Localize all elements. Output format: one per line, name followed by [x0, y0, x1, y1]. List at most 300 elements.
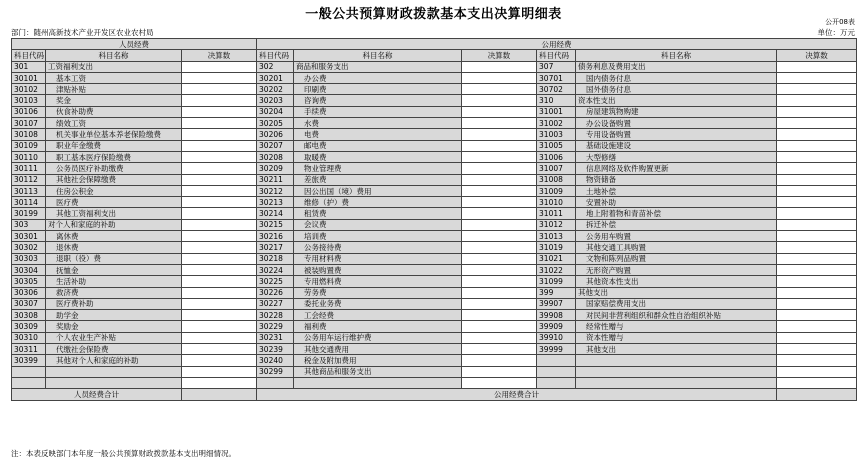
- footnote: 注：本表反映部门本年度一般公共预算财政拨款基本支出明细情况。: [11, 449, 236, 458]
- item-code: 30107: [12, 118, 46, 129]
- item-name: [294, 377, 462, 388]
- item-name: 其他商品和服务支出: [294, 366, 462, 377]
- item-code: 30110: [12, 151, 46, 162]
- table-row: [12, 163, 857, 174]
- item-code: [12, 377, 46, 388]
- item-name: 其他支出: [576, 287, 777, 298]
- item-amount: [182, 310, 257, 321]
- item-code: 31011: [537, 208, 576, 219]
- item-name: 代缴社会保险费: [46, 344, 182, 355]
- item-name: [576, 366, 777, 377]
- item-code: 30213: [257, 197, 294, 208]
- table-row: [12, 72, 857, 83]
- column-header-row: [12, 50, 857, 61]
- item-amount: [182, 355, 257, 366]
- table-row: [12, 197, 857, 208]
- item-amount: [777, 253, 857, 264]
- item-amount: [462, 118, 537, 129]
- item-name: 公务接待费: [294, 242, 462, 253]
- item-amount: [777, 344, 857, 355]
- item-amount: [462, 197, 537, 208]
- item-amount: [462, 163, 537, 174]
- personnel-section-header: 人员经费: [12, 39, 257, 50]
- item-name: 专用燃料费: [294, 276, 462, 287]
- table-row: [12, 151, 857, 162]
- item-amount: [182, 377, 257, 388]
- item-name: 水费: [294, 118, 462, 129]
- header-amount-1: 决算数: [182, 50, 257, 61]
- item-amount: [182, 366, 257, 377]
- item-name: 资本性支出: [576, 95, 777, 106]
- item-code: 30208: [257, 151, 294, 162]
- table-row: [12, 61, 857, 72]
- item-code: 31001: [537, 106, 576, 117]
- item-amount: [182, 151, 257, 162]
- table-row: [12, 219, 857, 230]
- item-code: 30199: [12, 208, 46, 219]
- item-name: 地上附着物和青苗补偿: [576, 208, 777, 219]
- header-name-2: 科目名称: [294, 50, 462, 61]
- item-name: 福利费: [294, 321, 462, 332]
- section-header-row: [12, 39, 857, 50]
- item-amount: [462, 61, 537, 72]
- item-amount: [462, 84, 537, 95]
- item-name: 绩效工资: [46, 118, 182, 129]
- item-code: 30304: [12, 264, 46, 275]
- item-name: 差旅费: [294, 174, 462, 185]
- item-code: 30225: [257, 276, 294, 287]
- table-row: [12, 118, 857, 129]
- item-name: 邮电费: [294, 140, 462, 151]
- unit-label: 单位：万元: [817, 28, 855, 37]
- item-code: 30211: [257, 174, 294, 185]
- item-name: 咨询费: [294, 95, 462, 106]
- item-name: 公务用车运行维护费: [294, 332, 462, 343]
- public-total-amount: [777, 389, 857, 400]
- item-amount: [182, 332, 257, 343]
- item-amount: [182, 84, 257, 95]
- item-code: 39910: [537, 332, 576, 343]
- item-amount: [462, 355, 537, 366]
- item-code: 399: [537, 287, 576, 298]
- item-name: 其他支出: [576, 344, 777, 355]
- table-row: [12, 321, 857, 332]
- item-code: 31012: [537, 219, 576, 230]
- table-row: [12, 140, 857, 151]
- item-code: 303: [12, 219, 46, 230]
- item-code: 31007: [537, 163, 576, 174]
- item-amount: [462, 151, 537, 162]
- item-code: 31006: [537, 151, 576, 162]
- item-code: 30111: [12, 163, 46, 174]
- item-code: 30240: [257, 355, 294, 366]
- item-amount: [462, 377, 537, 388]
- table-body: [12, 61, 857, 389]
- item-code: 30212: [257, 185, 294, 196]
- item-name: 生活补助: [46, 276, 182, 287]
- item-code: 307: [537, 61, 576, 72]
- item-code: 30113: [12, 185, 46, 196]
- item-name: 房屋建筑物购建: [576, 106, 777, 117]
- item-code: 30202: [257, 84, 294, 95]
- item-code: 30209: [257, 163, 294, 174]
- item-amount: [777, 174, 857, 185]
- item-name: 职业年金缴费: [46, 140, 182, 151]
- item-code: 302: [257, 61, 294, 72]
- item-code: 30228: [257, 310, 294, 321]
- item-code: 30305: [12, 276, 46, 287]
- item-name: 因公出国（境）费用: [294, 185, 462, 196]
- item-code: 30299: [257, 366, 294, 377]
- item-amount: [462, 129, 537, 140]
- item-amount: [777, 84, 857, 95]
- item-code: 31009: [537, 185, 576, 196]
- table-row: [12, 185, 857, 196]
- item-code: 30218: [257, 253, 294, 264]
- item-name: 机关事业单位基本养老保险缴费: [46, 129, 182, 140]
- item-amount: [462, 253, 537, 264]
- item-amount: [182, 174, 257, 185]
- item-amount: [462, 287, 537, 298]
- item-name: 公务员医疗补助缴费: [46, 163, 182, 174]
- item-name: 会议费: [294, 219, 462, 230]
- item-amount: [182, 287, 257, 298]
- item-amount: [462, 95, 537, 106]
- item-name: 土地补偿: [576, 185, 777, 196]
- item-code: 30101: [12, 72, 46, 83]
- item-amount: [462, 174, 537, 185]
- item-name: 退职（役）费: [46, 253, 182, 264]
- item-code: 30311: [12, 344, 46, 355]
- item-code: 31005: [537, 140, 576, 151]
- item-code: 31002: [537, 118, 576, 129]
- item-code: 301: [12, 61, 46, 72]
- item-code: 30114: [12, 197, 46, 208]
- header-code-2: 科目代码: [257, 50, 294, 61]
- item-name: 债务利息及费用支出: [576, 61, 777, 72]
- item-amount: [182, 106, 257, 117]
- item-code: 30102: [12, 84, 46, 95]
- item-code: 30205: [257, 118, 294, 129]
- item-name: 印刷费: [294, 84, 462, 95]
- item-name: 其他社会保障缴费: [46, 174, 182, 185]
- item-name: 奖励金: [46, 321, 182, 332]
- item-code: 39907: [537, 298, 576, 309]
- item-amount: [462, 219, 537, 230]
- item-amount: [777, 298, 857, 309]
- item-name: 对民间非营利组织和群众性自治组织补贴: [576, 310, 777, 321]
- table-row: [12, 298, 857, 309]
- item-code: [257, 377, 294, 388]
- table-row: [12, 287, 857, 298]
- item-name: 信息网络及软件购置更新: [576, 163, 777, 174]
- item-name: 大型修缮: [576, 151, 777, 162]
- item-name: 其他资本性支出: [576, 276, 777, 287]
- table-row: [12, 231, 857, 242]
- item-name: 电费: [294, 129, 462, 140]
- header-amount-2: 决算数: [462, 50, 537, 61]
- item-name: 职工基本医疗保险缴费: [46, 151, 182, 162]
- item-name: 住房公积金: [46, 185, 182, 196]
- item-name: [46, 366, 182, 377]
- item-amount: [462, 344, 537, 355]
- item-name: 抚恤金: [46, 264, 182, 275]
- item-amount: [777, 163, 857, 174]
- item-amount: [182, 321, 257, 332]
- item-code: 30308: [12, 310, 46, 321]
- item-name: 拆迁补偿: [576, 219, 777, 230]
- item-amount: [777, 151, 857, 162]
- item-name: 文物和陈列品购置: [576, 253, 777, 264]
- table-row: [12, 84, 857, 95]
- item-name: 商品和服务支出: [294, 61, 462, 72]
- item-amount: [777, 95, 857, 106]
- item-amount: [182, 208, 257, 219]
- item-name: 伙食补助费: [46, 106, 182, 117]
- expenditure-table: [11, 38, 857, 401]
- item-name: 办公费: [294, 72, 462, 83]
- personnel-total-label: 人员经费合计: [12, 389, 182, 400]
- item-amount: [182, 197, 257, 208]
- table-row: [12, 129, 857, 140]
- item-code: 30201: [257, 72, 294, 83]
- item-code: 30103: [12, 95, 46, 106]
- item-name: 医疗费: [46, 197, 182, 208]
- item-name: 对个人和家庭的补助: [46, 219, 182, 230]
- table-row: [12, 355, 857, 366]
- item-code: 30214: [257, 208, 294, 219]
- item-amount: [462, 106, 537, 117]
- totals-row: [12, 389, 857, 400]
- item-name: 津贴补贴: [46, 84, 182, 95]
- item-code: 30231: [257, 332, 294, 343]
- item-code: 30302: [12, 242, 46, 253]
- page-title: 一般公共预算财政拨款基本支出决算明细表: [305, 7, 562, 22]
- item-name: 国内债务付息: [576, 72, 777, 83]
- item-code: 30303: [12, 253, 46, 264]
- item-name: 取暖费: [294, 151, 462, 162]
- personnel-total-amount: [182, 389, 257, 400]
- form-number: 公开08表: [825, 18, 855, 26]
- item-name: 无形资产购置: [576, 264, 777, 275]
- item-code: [537, 355, 576, 366]
- item-amount: [462, 242, 537, 253]
- item-code: 31013: [537, 231, 576, 242]
- item-code: 30702: [537, 84, 576, 95]
- item-amount: [777, 321, 857, 332]
- table-row: [12, 344, 857, 355]
- item-name: 安置补助: [576, 197, 777, 208]
- table-row: [12, 276, 857, 287]
- item-code: 31010: [537, 197, 576, 208]
- item-amount: [777, 129, 857, 140]
- item-amount: [182, 242, 257, 253]
- item-code: 39908: [537, 310, 576, 321]
- item-code: [537, 377, 576, 388]
- item-amount: [182, 140, 257, 151]
- item-name: 国外债务付息: [576, 84, 777, 95]
- item-code: 30399: [12, 355, 46, 366]
- department-label: 部门：随州高新技术产业开发区农业农村局: [11, 28, 154, 37]
- table-row: [12, 264, 857, 275]
- table-row: [12, 174, 857, 185]
- item-amount: [462, 310, 537, 321]
- item-amount: [777, 219, 857, 230]
- item-amount: [777, 377, 857, 388]
- item-code: 310: [537, 95, 576, 106]
- header-name-1: 科目名称: [46, 50, 182, 61]
- item-code: 31008: [537, 174, 576, 185]
- item-code: 30203: [257, 95, 294, 106]
- item-name: 工资福利支出: [46, 61, 182, 72]
- item-name: 国家赔偿费用支出: [576, 298, 777, 309]
- item-amount: [462, 264, 537, 275]
- item-code: 39909: [537, 321, 576, 332]
- item-name: 专用材料费: [294, 253, 462, 264]
- item-name: 税金及附加费用: [294, 355, 462, 366]
- item-amount: [462, 72, 537, 83]
- item-code: 30309: [12, 321, 46, 332]
- item-code: 31099: [537, 276, 576, 287]
- item-name: 个人农业生产补贴: [46, 332, 182, 343]
- table-row: [12, 95, 857, 106]
- item-name: 离休费: [46, 231, 182, 242]
- item-name: 其他工资福利支出: [46, 208, 182, 219]
- item-name: 手续费: [294, 106, 462, 117]
- item-amount: [182, 61, 257, 72]
- item-name: 经常性赠与: [576, 321, 777, 332]
- item-code: 30226: [257, 287, 294, 298]
- item-amount: [182, 72, 257, 83]
- public-total-label: 公用经费合计: [257, 389, 777, 400]
- item-name: 助学金: [46, 310, 182, 321]
- item-name: 奖金: [46, 95, 182, 106]
- header-name-3: 科目名称: [576, 50, 777, 61]
- item-name: 公务用车购置: [576, 231, 777, 242]
- item-code: 30306: [12, 287, 46, 298]
- item-name: 办公设备购置: [576, 118, 777, 129]
- item-name: 工会经费: [294, 310, 462, 321]
- item-name: 物业管理费: [294, 163, 462, 174]
- header-code-1: 科目代码: [12, 50, 46, 61]
- item-name: 其他交通费用: [294, 344, 462, 355]
- item-amount: [182, 344, 257, 355]
- table-row: [12, 377, 857, 388]
- item-amount: [462, 140, 537, 151]
- item-name: 培训费: [294, 231, 462, 242]
- item-code: 30108: [12, 129, 46, 140]
- item-amount: [182, 253, 257, 264]
- item-amount: [462, 208, 537, 219]
- item-amount: [777, 72, 857, 83]
- table-row: [12, 106, 857, 117]
- item-amount: [777, 332, 857, 343]
- public-section-header: 公用经费: [257, 39, 857, 50]
- item-name: 退休费: [46, 242, 182, 253]
- item-amount: [777, 185, 857, 196]
- item-code: [537, 366, 576, 377]
- item-amount: [777, 310, 857, 321]
- table-row: [12, 208, 857, 219]
- item-amount: [777, 264, 857, 275]
- item-code: 30217: [257, 242, 294, 253]
- item-amount: [777, 276, 857, 287]
- item-name: 其他对个人和家庭的补助: [46, 355, 182, 366]
- item-amount: [462, 321, 537, 332]
- item-amount: [777, 197, 857, 208]
- item-code: 31021: [537, 253, 576, 264]
- item-code: 30215: [257, 219, 294, 230]
- item-name: 其他交通工具购置: [576, 242, 777, 253]
- item-code: 30301: [12, 231, 46, 242]
- item-name: 物资储备: [576, 174, 777, 185]
- item-amount: [777, 355, 857, 366]
- item-amount: [182, 95, 257, 106]
- item-amount: [777, 106, 857, 117]
- item-code: 30307: [12, 298, 46, 309]
- table-row: [12, 310, 857, 321]
- item-code: 31003: [537, 129, 576, 140]
- item-name: 委托业务费: [294, 298, 462, 309]
- table-row: [12, 242, 857, 253]
- item-amount: [182, 219, 257, 230]
- table-row: [12, 332, 857, 343]
- item-amount: [182, 231, 257, 242]
- item-code: 30106: [12, 106, 46, 117]
- item-code: 30204: [257, 106, 294, 117]
- item-amount: [182, 163, 257, 174]
- item-name: [46, 377, 182, 388]
- item-amount: [462, 231, 537, 242]
- item-name: 被装购置费: [294, 264, 462, 275]
- item-code: [12, 366, 46, 377]
- table-row: [12, 253, 857, 264]
- item-name: [576, 377, 777, 388]
- item-amount: [777, 242, 857, 253]
- item-amount: [462, 276, 537, 287]
- item-name: 基本工资: [46, 72, 182, 83]
- item-code: 30216: [257, 231, 294, 242]
- item-amount: [777, 118, 857, 129]
- item-name: 医疗费补助: [46, 298, 182, 309]
- item-code: 30229: [257, 321, 294, 332]
- item-name: 维修（护）费: [294, 197, 462, 208]
- item-code: 31022: [537, 264, 576, 275]
- item-amount: [777, 231, 857, 242]
- item-code: 30701: [537, 72, 576, 83]
- item-code: 30239: [257, 344, 294, 355]
- item-code: 30227: [257, 298, 294, 309]
- item-name: 基础设施建设: [576, 140, 777, 151]
- item-name: 劳务费: [294, 287, 462, 298]
- item-amount: [182, 298, 257, 309]
- item-amount: [182, 264, 257, 275]
- item-name: 专用设备购置: [576, 129, 777, 140]
- item-amount: [462, 185, 537, 196]
- item-code: 30109: [12, 140, 46, 151]
- header-code-3: 科目代码: [537, 50, 576, 61]
- item-amount: [777, 140, 857, 151]
- item-amount: [182, 276, 257, 287]
- item-amount: [182, 185, 257, 196]
- item-name: 资本性赠与: [576, 332, 777, 343]
- item-amount: [182, 129, 257, 140]
- item-amount: [777, 287, 857, 298]
- item-name: 救济费: [46, 287, 182, 298]
- table-row: [12, 366, 857, 377]
- item-name: [576, 355, 777, 366]
- item-amount: [462, 366, 537, 377]
